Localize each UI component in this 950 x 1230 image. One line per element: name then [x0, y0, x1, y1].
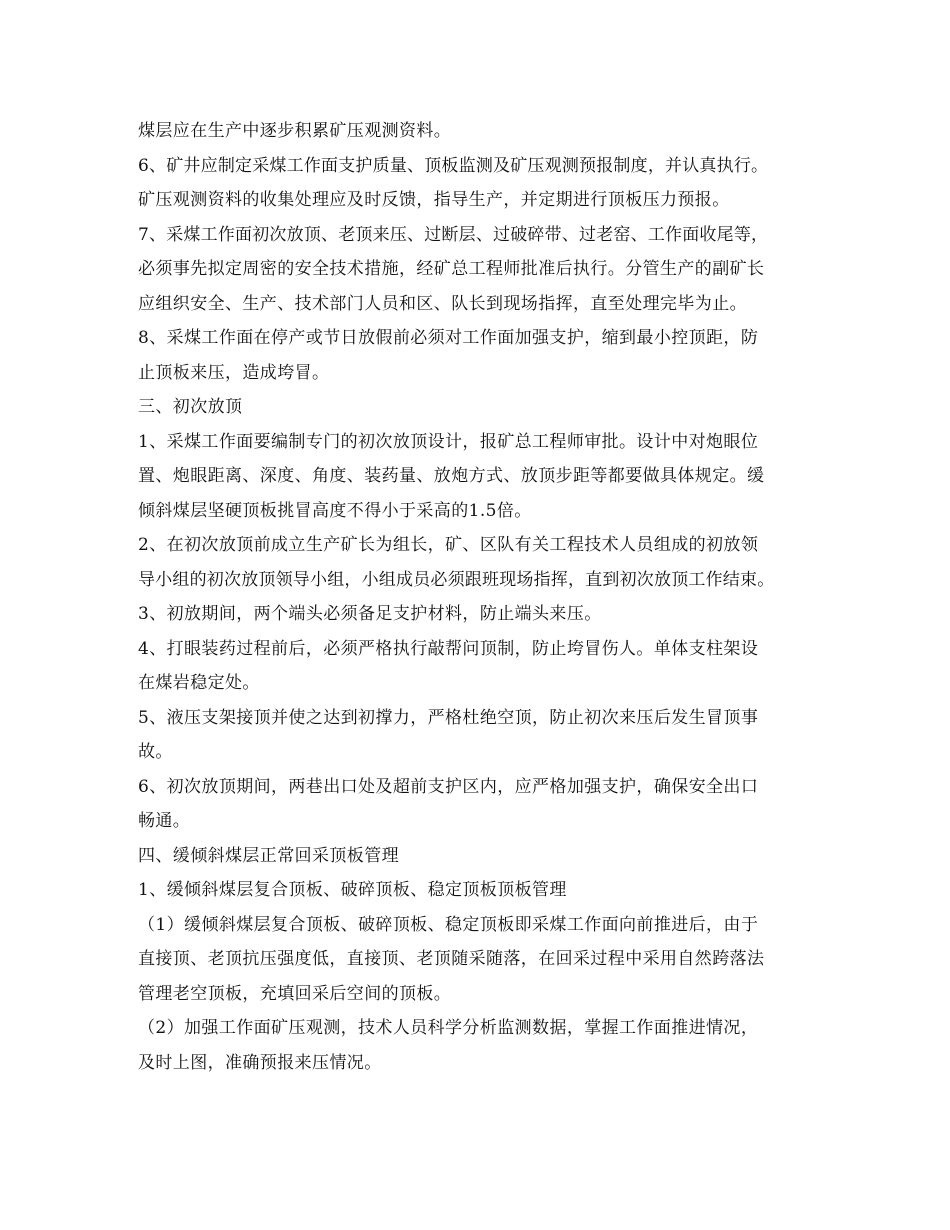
text-line: （1）缓倾斜煤层复合顶板、破碎顶板、稳定顶板即采煤工作面向前推进后，由于	[138, 914, 759, 935]
text-line: 2、在初次放顶前成立生产矿长为组长，矿、区队有关工程技术人员组成的初放领	[138, 535, 759, 555]
text-line: 在煤岩稳定处。	[138, 673, 260, 693]
section-heading: 三、初次放顶	[138, 397, 243, 417]
text-line: 煤层应在生产中逐步积累矿压观测资料。	[138, 121, 452, 141]
text-line: （2）加强工作面矿压观测，技术人员科学分析监测数据，掌握工作面推进情况，	[138, 1018, 759, 1038]
text-line: 4、打眼装药过程前后，必须严格执行敲帮问顶制，防止垮冒伤人。单体支柱架设	[138, 638, 759, 659]
text-line: 直接顶、老顶抗压强度低，直接顶、老顶随采随落，在回采过程中采用自然跨落法	[138, 949, 765, 969]
text-line: 1、缓倾斜煤层复合顶板、破碎顶板、稳定顶板顶板管理	[138, 880, 567, 900]
text-line: 必须事先拟定周密的安全技术措施，经矿总工程师批准后执行。分管生产的副矿长	[138, 259, 765, 279]
text-line: 置、炮眼距离、深度、角度、装药量、放炮方式、放顶步距等都要做具体规定。缓	[138, 466, 765, 486]
text-line: 及时上图，准确预报来压情况。	[138, 1052, 382, 1073]
text-line: 5、液压支架接顶并使之达到初撑力，严格杜绝空顶，防止初次来压后发生冒顶事	[138, 707, 759, 728]
text-line: 1、采煤工作面要编制专门的初次放顶设计，报矿总工程师审批。设计中对炮眼位	[138, 431, 759, 452]
text-line: 倾斜煤层坚硬顶板挑冒高度不得小于采高的1.5倍。	[138, 500, 532, 521]
text-line: 3、初放期间，两个端头必须备足支护材料，防止端头来压。	[138, 604, 602, 624]
text-line: 8、采煤工作面在停产或节日放假前必须对工作面加强支护，缩到最小控顶距，防	[138, 328, 759, 348]
text-line: 导小组的初次放顶领导小组，小组成员必须跟班现场指挥，直到初次放顶工作结束。	[138, 569, 775, 590]
text-line: 6、初次放顶期间，两巷出口处及超前支护区内，应严格加强支护，确保安全出口	[138, 776, 759, 797]
text-line: 7、采煤工作面初次放顶、老顶来压、过断层、过破碎带、过老窑、工作面收尾等，	[138, 224, 769, 245]
text-line: 6、矿井应制定采煤工作面支护质量、顶板监测及矿压观测预报制度，并认真执行。	[138, 155, 769, 176]
text-line: 畅通。	[138, 811, 191, 831]
text-line: 故。	[138, 742, 173, 762]
document-body	[138, 114, 838, 1080]
text-line: 管理老空顶板，充填回采后空间的顶板。	[138, 983, 452, 1004]
text-line: 应组织安全、生产、技术部门人员和区、队长到现场指挥，直至处理完毕为止。	[138, 293, 747, 314]
text-line: 止顶板来压，造成垮冒。	[138, 362, 330, 383]
text-line: 矿压观测资料的收集处理应及时反馈，指导生产，并定期进行顶板压力预报。	[138, 190, 730, 210]
section-heading: 四、缓倾斜煤层正常回采顶板管理	[138, 845, 399, 866]
